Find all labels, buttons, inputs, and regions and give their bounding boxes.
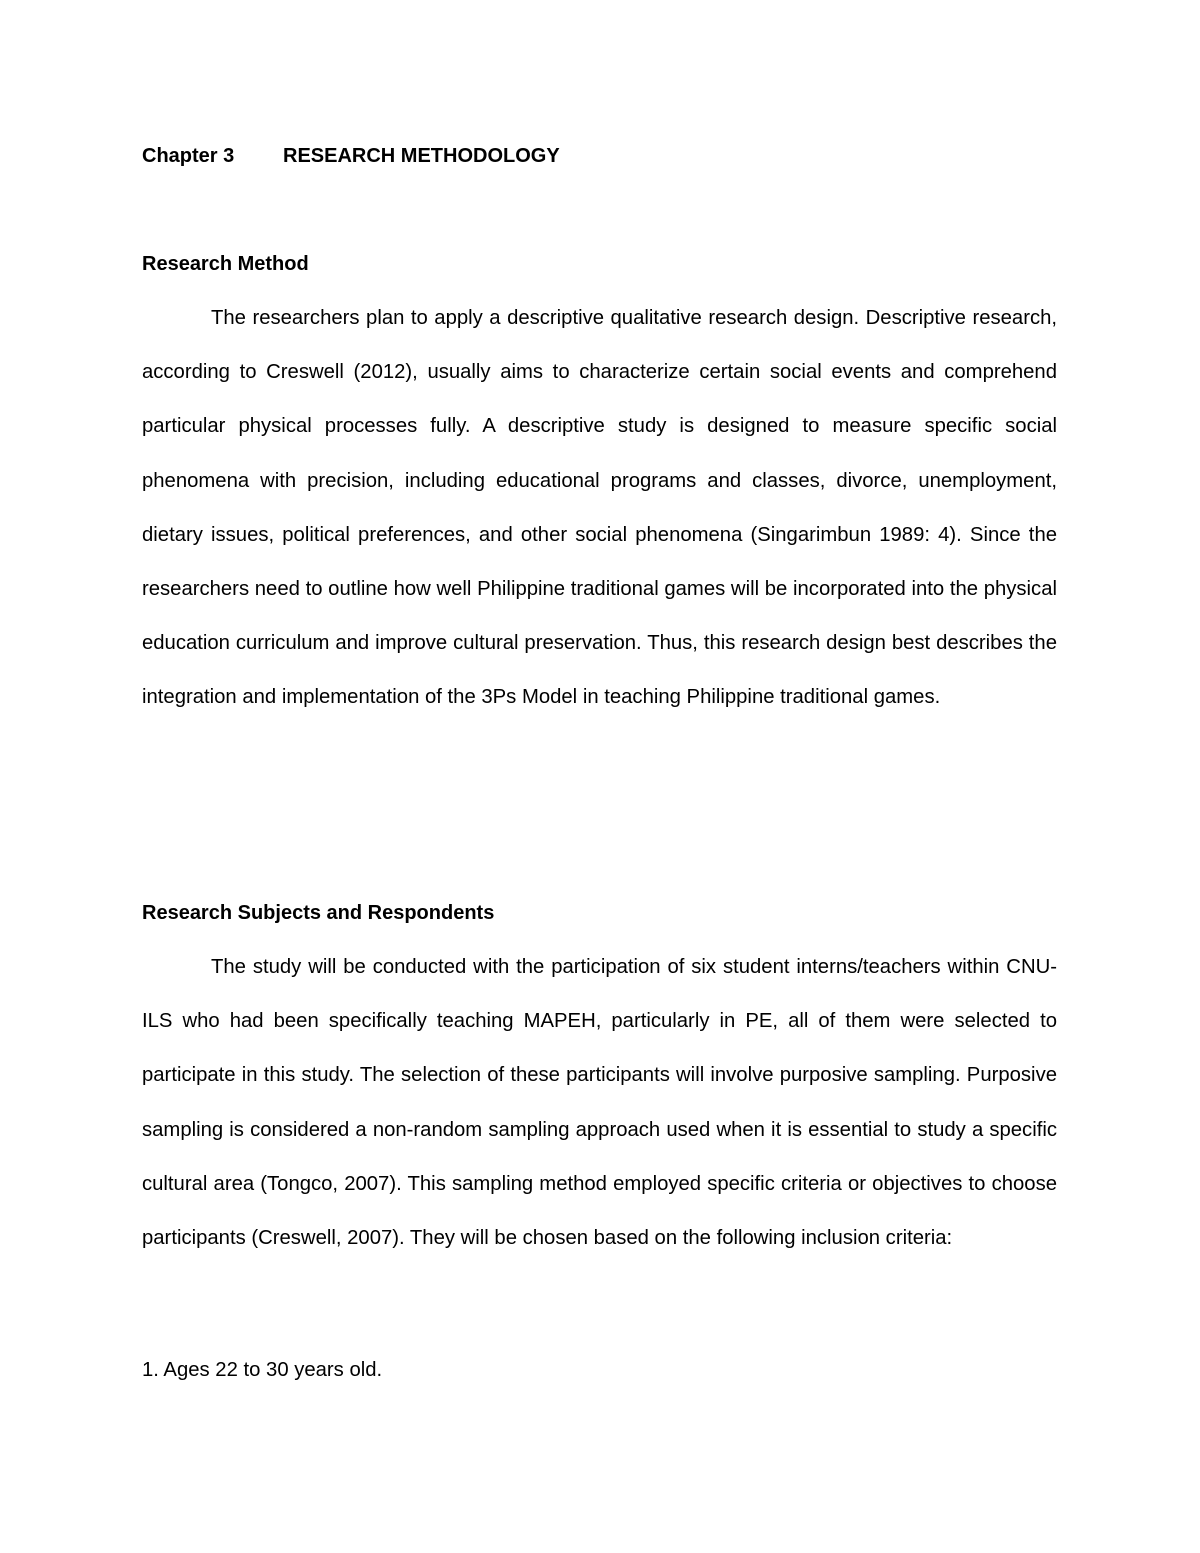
section-heading-research-subjects: Research Subjects and Respondents xyxy=(142,902,495,924)
chapter-heading xyxy=(142,143,560,169)
paragraph-research-method: The researchers plan to apply a descriptive qualitative research design. Descriptive research, according to Creswell (2012), usually aims to characterize certain social events and comprehend particular physical processes fully. A descriptive study is designed to measure specific social phenomena with precision, including educational programs and classes, divorce, unemployment, dietary issues, political preferences, and other social phenomena (Singarimbun 1989: 4). Since the researchers need to outline how well Philippine traditional games will be incorporated into the physical education curriculum and improve cultural preservation. Thus, this research design best describes the integration and implementation of the 3Ps Model in teaching Philippine traditional games. xyxy=(142,307,1057,709)
section-heading-research-method: Research Method xyxy=(142,253,309,275)
chapter-title: RESEARCH METHODOLOGY xyxy=(283,145,560,167)
chapter-number: Chapter 3 xyxy=(142,145,235,167)
paragraph-research-subjects: The study will be conducted with the participation of six student interns/teachers within CNU-ILS who had been specifically teaching MAPEH, particularly in PE, all of them were selected to participate in this study. The selection of these participants will involve purposive sampling. Purposive sampling is considered a non-random sampling approach used when it is essential to study a specific cultural area (Tongco, 2007). This sampling method employed specific criteria or objectives to choose participants (Creswell, 2007). They will be chosen based on the following inclusion criteria: xyxy=(142,956,1057,1250)
criteria-list-item: 1. Ages 22 to 30 years old. xyxy=(142,1359,383,1381)
